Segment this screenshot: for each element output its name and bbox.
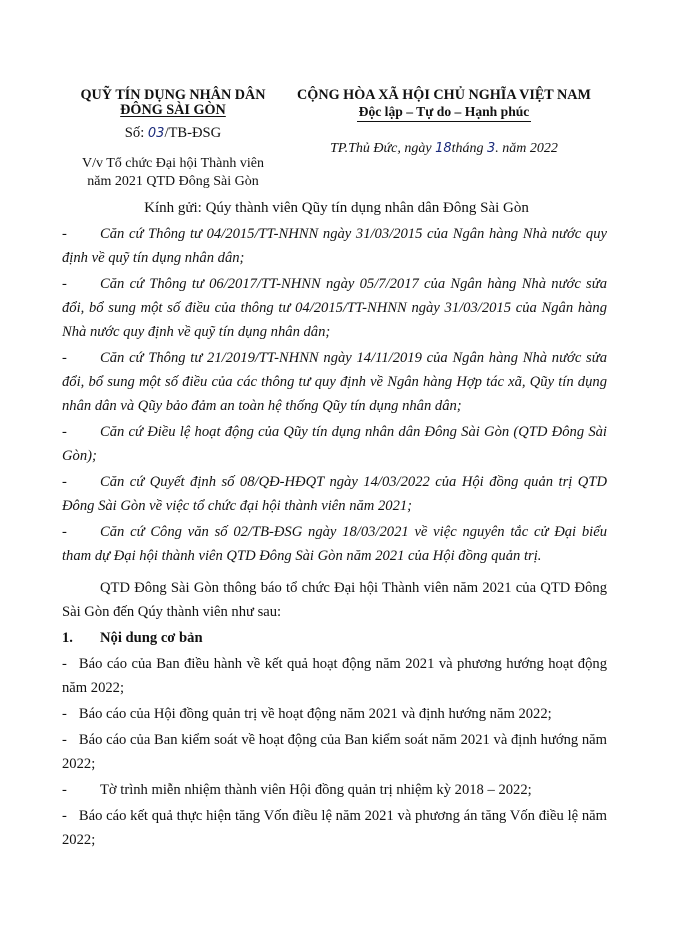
org-name-line1: QUỸ TÍN DỤNG NHÂN DÂN <box>80 87 266 103</box>
content-item-text: Báo cáo của Hội đồng quản trị về hoạt động năm 2021 và định hướng năm 2022; <box>78 706 552 722</box>
intro-paragraph: QTD Đông Sài Gòn thông báo tổ chức Đại hội Thành viên năm 2021 của QTD Đông Sài Gòn đến Qúy thành viên như sau: <box>62 580 607 620</box>
legal-basis-item <box>62 222 607 270</box>
document-body <box>62 222 607 854</box>
nation-title: CỘNG HÒA XÃ HỘI CHỦ NGHĨA VIỆT NAM <box>297 87 591 103</box>
content-item-text: Báo cáo của Ban kiểm soát về hoạt động của Ban kiểm soát năm 2021 và định hướng năm 2022; <box>62 732 607 772</box>
legal-basis-text: Căn cứ Thông tư 21/2019/TT-NHNN ngày 14/11/2019 của Ngân hàng Nhà nước sửa đổi, bổ sung một số điều của các thông tư quy định về Ngân hàng Hợp tác xã, Qũy tín dụng nhân dân và Qũy bảo đảm an toàn hệ thống Qũy tín dụng nhân dân; <box>62 350 607 414</box>
handwritten-day: 18 <box>435 141 452 156</box>
bullet-dash: - <box>62 808 67 824</box>
handwritten-month: 3 <box>487 141 496 156</box>
document-header <box>0 88 673 198</box>
content-item <box>62 652 607 700</box>
legal-basis-text: Căn cứ Công văn số 02/TB-ĐSG ngày 18/03/2021 về việc nguyên tắc cử Đại biểu tham dự Đại hội thành viên QTD Đông Sài Gòn năm 2021 của Hội đồng quản trị. <box>62 524 607 564</box>
bullet-dash: - <box>62 226 67 242</box>
section-heading <box>62 626 607 650</box>
org-name-line2: ĐÔNG SÀI GÒN <box>120 102 226 118</box>
legal-basis-item <box>62 470 607 518</box>
bullet-dash: - <box>62 656 67 672</box>
number-prefix: Số: <box>124 125 148 141</box>
content-item <box>62 702 607 726</box>
legal-basis-item <box>62 520 607 568</box>
legal-basis-item <box>62 272 607 344</box>
handwritten-number: 03 <box>147 126 165 141</box>
year-text: . năm 2022 <box>495 141 558 156</box>
subject-line1: V/v Tổ chức Đại hội Thành viên <box>81 156 265 171</box>
bullet-dash: - <box>62 782 67 798</box>
content-item-text: Báo cáo kết quả thực hiện tăng Vốn điều lệ năm 2021 và phương án tăng Vốn điều lệ năm 2022; <box>62 808 607 848</box>
bullet-dash: - <box>62 732 67 748</box>
subject-line2: năm 2021 QTD Đông Sài Gòn <box>87 174 259 189</box>
section-title: Nội dung cơ bản <box>100 630 203 646</box>
subject <box>62 155 284 191</box>
bullet-dash: - <box>62 424 67 440</box>
legal-basis-text: Căn cứ Quyết định số 08/QĐ-HĐQT ngày 14/03/2022 của Hội đồng quản trị QTD Đông Sài Gòn về việc tổ chức đại hội thành viên năm 2021; <box>62 474 607 514</box>
content-item-text: Báo cáo của Ban điều hành về kết quả hoạt động năm 2021 và phương hướng hoạt động năm 2022; <box>62 656 607 696</box>
content-item <box>62 778 607 802</box>
number-suffix: /TB-ĐSG <box>164 125 222 141</box>
bullet-dash: - <box>62 706 67 722</box>
legal-basis-text: Căn cứ Thông tư 06/2017/TT-NHNN ngày 05/7/2017 của Ngân hàng Nhà nước sửa đổi, bổ sung một số điều của thông tư 04/2015/TT-NHNN ngày 31/03/2015 của Ngân hàng Nhà nước quy định về quỹ tín dụng nhân dân; <box>62 276 607 340</box>
greeting: Kính gửi: Qúy thành viên Qũy tín dụng nhân dân Đông Sài Gòn <box>144 200 529 216</box>
section-items-list <box>62 652 607 852</box>
section-number: 1. <box>62 630 73 646</box>
legal-basis-item <box>62 420 607 468</box>
legal-basis-text: Căn cứ Điều lệ hoạt động của Qũy tín dụng nhân dân Đông Sài Gòn (QTD Đông Sài Gòn); <box>62 424 607 464</box>
bullet-dash: - <box>62 350 67 366</box>
content-item <box>62 804 607 852</box>
header-right <box>282 88 606 158</box>
content-item-text: Tờ trình miễn nhiệm thành viên Hội đồng quản trị nhiệm kỳ 2018 – 2022; <box>100 782 532 798</box>
national-motto: Độc lập – Tự do – Hạnh phúc <box>357 103 532 122</box>
place-prefix: TP.Thủ Đức, ngày <box>330 141 436 156</box>
bullet-dash: - <box>62 474 67 490</box>
legal-basis-text: Căn cứ Thông tư 04/2015/TT-NHNN ngày 31/03/2015 của Ngân hàng Nhà nước quy định về quỹ tín dụng nhân dân; <box>62 226 607 266</box>
place-date <box>282 140 606 158</box>
month-word: tháng <box>451 141 488 156</box>
document-number <box>62 124 284 143</box>
content-item <box>62 728 607 776</box>
header-left <box>62 88 284 191</box>
legal-bases-list <box>62 222 607 568</box>
bullet-dash: - <box>62 276 67 292</box>
legal-basis-item <box>62 346 607 418</box>
bullet-dash: - <box>62 524 67 540</box>
